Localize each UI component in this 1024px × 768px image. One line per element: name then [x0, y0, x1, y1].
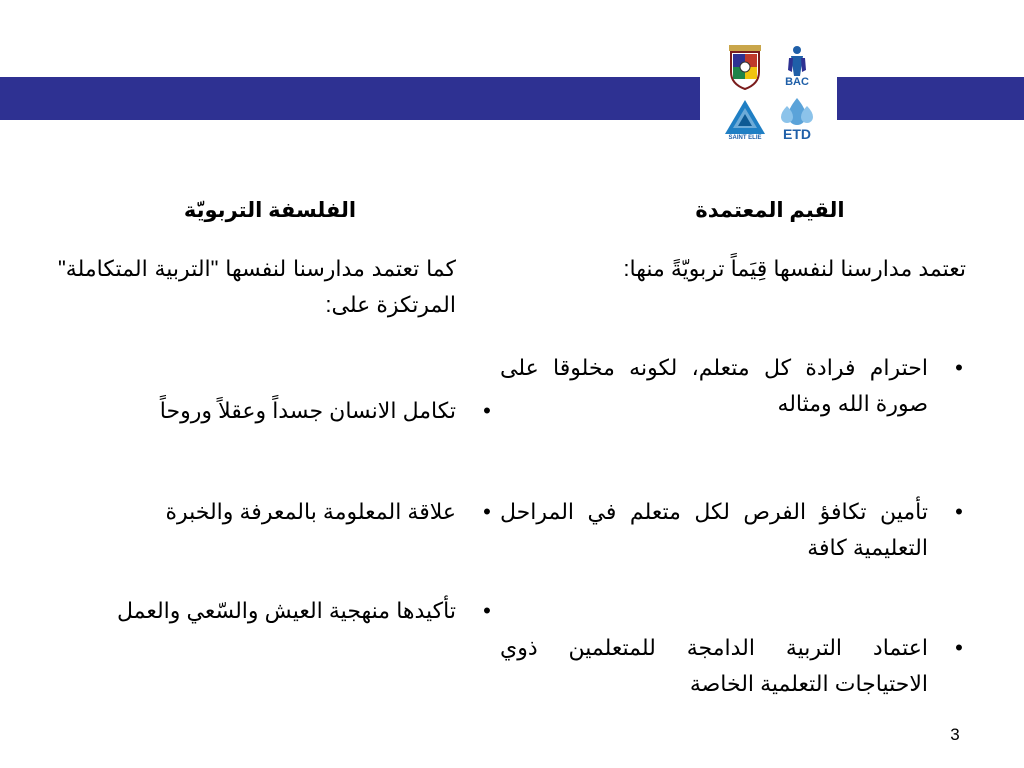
values-item-text: احترام فرادة كل متعلم، لكونه مخلوقا على صورة الله ومثاله — [500, 355, 928, 416]
values-item — [500, 350, 966, 422]
school-crest-icon — [721, 42, 769, 92]
etd-drop-icon — [773, 96, 821, 146]
philosophy-item-text: تكامل الانسان جسداً وعقلاً وروحاً — [159, 398, 456, 423]
values-heading: القيم المعتمدة — [695, 199, 845, 222]
bullet-icon: • — [955, 499, 963, 524]
philosophy-item — [58, 593, 494, 629]
bac-figure-icon — [773, 42, 821, 92]
values-item-text: اعتماد التربية الدامجة للمتعلمين ذوي الاحتياجات التعلمية الخاصة — [500, 635, 928, 696]
saint-elie-triangle-icon — [721, 96, 769, 146]
values-item-text: تأمين تكافؤ الفرص لكل متعلم في المراحل التعليمية كافة — [500, 499, 928, 560]
logo-group — [719, 40, 823, 148]
bullet-icon: • — [955, 635, 963, 660]
bullet-icon: • — [483, 598, 491, 623]
etd-label: ETD — [783, 126, 811, 142]
philosophy-item — [58, 494, 494, 530]
saint-elie-label: SAINT ELIE — [728, 135, 762, 141]
bullet-icon: • — [955, 355, 963, 380]
values-item — [500, 630, 966, 702]
philosophy-item-text: علاقة المعلومة بالمعرفة والخبرة — [165, 499, 456, 524]
philosophy-item-text: تأكيدها منهجية العيش والسّعي والعمل — [116, 598, 456, 623]
header-band-right — [837, 77, 1024, 120]
philosophy-intro: كما تعتمد مدارسنا لنفسها "التربية المتكاملة" المرتكزة على: — [58, 256, 456, 317]
bac-label: BAC — [785, 76, 809, 88]
values-intro: تعتمد مدارسنا لنفسها قِيَماً تربويّةً منها: — [623, 256, 966, 281]
bullet-icon: • — [483, 398, 491, 423]
philosophy-item — [58, 393, 494, 429]
page-number: 3 — [950, 725, 960, 744]
header-band-left — [0, 77, 700, 120]
values-item — [500, 494, 966, 566]
bullet-icon: • — [483, 499, 491, 524]
philosophy-heading: الفلسفة التربويّة — [183, 199, 357, 222]
